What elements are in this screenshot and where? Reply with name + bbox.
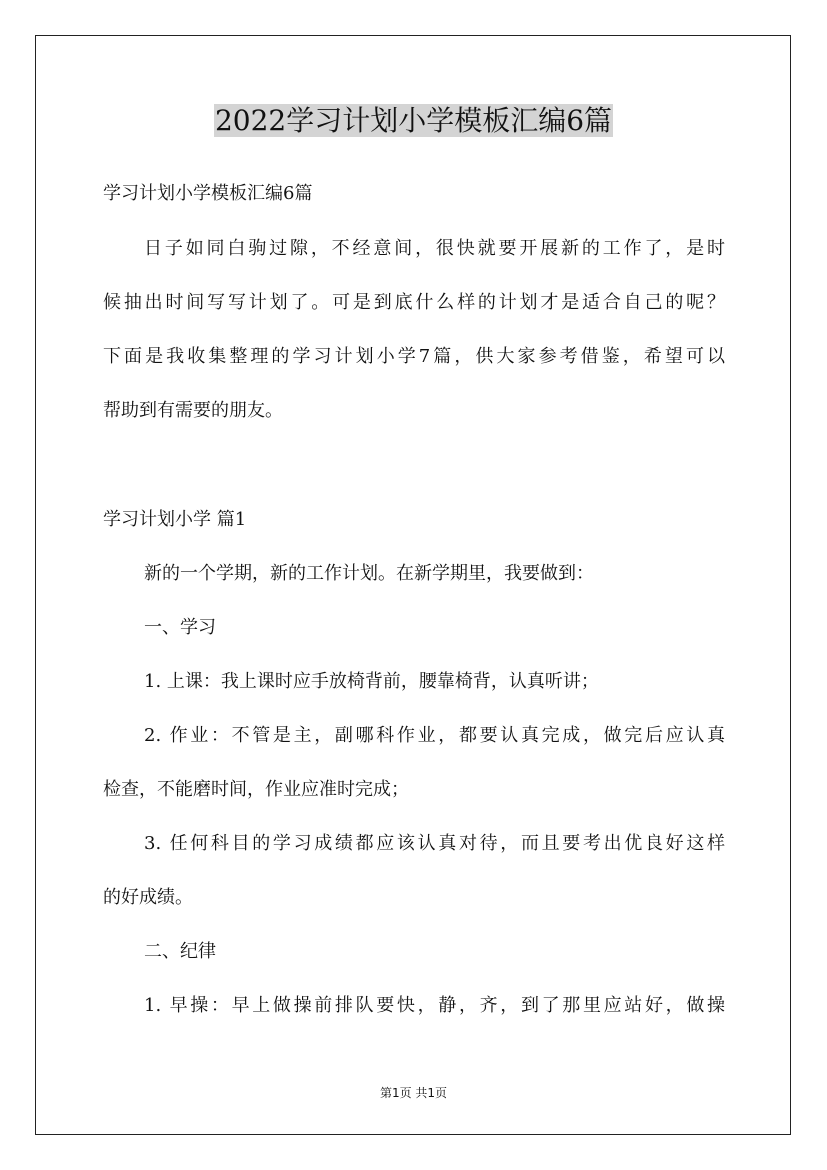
list-item-continuation: 的好成绩。 — [103, 887, 193, 908]
list-item: 3. 任何科目的学习成绩都应该认真对待，而且要考出优良好这样 — [144, 833, 725, 854]
document-subtitle: 学习计划小学模板汇编6篇 — [103, 183, 313, 204]
list-item: 2. 作业：不管是主，副哪科作业，都要认真完成，做完后应认真 — [144, 725, 725, 746]
intro-line: 候抽出时间写写计划了。可是到底什么样的计划才是适合自己的呢？ — [103, 292, 725, 313]
list-item: 1. 上课：我上课时应手放椅背前，腰靠椅背，认真听讲； — [144, 671, 599, 692]
intro-line: 日子如同白驹过隙，不经意间，很快就要开展新的工作了，是时 — [144, 238, 725, 259]
intro-line: 帮助到有需要的朋友。 — [103, 400, 283, 421]
document-title: 2022学习计划小学模板汇编6篇 — [214, 104, 613, 137]
part-heading: 二、纪律 — [144, 941, 216, 962]
list-item: 1. 早操：早上做操前排队要快，静，齐，到了那里应站好，做操 — [144, 995, 725, 1016]
paragraph-line: 新的一个学期，新的工作计划。在新学期里，我要做到： — [144, 563, 594, 584]
part-heading: 一、学习 — [144, 617, 216, 638]
list-item-continuation: 检查，不能磨时间，作业应准时完成； — [103, 779, 409, 800]
section-heading: 学习计划小学 篇1 — [103, 509, 247, 530]
intro-line: 下面是我收集整理的学习计划小学7篇，供大家参考借鉴，希望可以 — [103, 346, 725, 367]
page-footer: 第1页 共1页 — [379, 1086, 448, 1100]
